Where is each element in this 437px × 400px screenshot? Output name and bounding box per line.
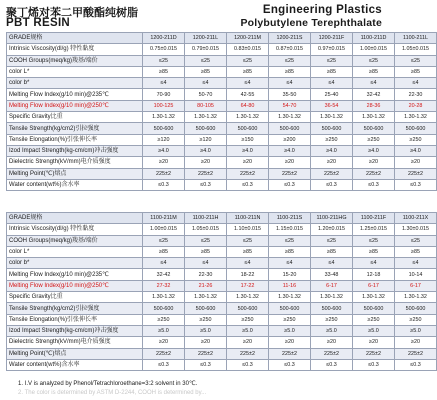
property-value: ≤25 [311, 55, 353, 66]
property-row [7, 258, 437, 269]
grade-code: 1100-211L [395, 33, 437, 44]
property-value: ≥4.0 [395, 145, 437, 156]
property-value: 225±2 [311, 348, 353, 359]
property-value: ≤4 [353, 258, 395, 269]
property-value: 0.75±0.015 [143, 44, 185, 55]
property-value: 500-600 [227, 303, 269, 314]
property-row [7, 348, 437, 359]
property-value: ≤0.3 [269, 179, 311, 190]
property-row [7, 269, 437, 280]
property-value: 225±2 [227, 168, 269, 179]
property-value: 6-17 [395, 280, 437, 291]
property-value: ≤25 [395, 235, 437, 246]
property-value: 0.87±0.015 [269, 44, 311, 55]
property-value: ≤25 [185, 235, 227, 246]
grade-code: 1100-211X [395, 213, 437, 224]
property-value: ≤0.3 [227, 359, 269, 370]
property-value: ≥85 [395, 246, 437, 257]
property-value: 1.30-1.32 [353, 292, 395, 303]
property-value: ≥20 [353, 337, 395, 348]
property-value: ≥20 [353, 157, 395, 168]
property-value: 500-600 [227, 123, 269, 134]
property-value: ≥250 [143, 314, 185, 325]
property-row [7, 280, 437, 291]
property-value: ≤4 [185, 258, 227, 269]
property-value: ≤0.3 [227, 179, 269, 190]
property-value: 25-40 [311, 89, 353, 100]
property-value: ≤4 [185, 78, 227, 89]
property-label: Melting Flow Index(g/10 min)@235℃ [7, 89, 143, 100]
property-row [7, 337, 437, 348]
property-value: ≥4.0 [353, 145, 395, 156]
property-row [7, 89, 437, 100]
property-row [7, 157, 437, 168]
property-value: ≥250 [311, 314, 353, 325]
property-value: 1.30-1.32 [353, 112, 395, 123]
footnote-1: 1. I.V is analyzed by Phenol/Tetrachloroethane=3:2 solvent in 30℃. [18, 381, 198, 387]
property-value: 225±2 [143, 168, 185, 179]
property-value: ≥5.0 [311, 325, 353, 336]
property-value: ≥250 [185, 314, 227, 325]
property-label: Melting Flow Index(g/10 min)@235℃ [7, 269, 143, 280]
property-value: 1.10±0.015 [227, 224, 269, 235]
property-value: ≤4 [227, 258, 269, 269]
property-label: Melting Flow Index(g/10 min)@250℃ [7, 280, 143, 291]
property-row [7, 55, 437, 66]
property-value: 80-105 [185, 100, 227, 111]
grade-header-row [7, 33, 437, 44]
property-value: 6-17 [311, 280, 353, 291]
property-value: 500-600 [143, 123, 185, 134]
footnotes [18, 380, 394, 398]
subtitle-polybutylene: Polybutylene Terephthalate [240, 17, 382, 29]
property-value: 1.30-1.32 [269, 112, 311, 123]
property-value: ≥85 [143, 246, 185, 257]
property-value: ≤0.3 [185, 359, 227, 370]
property-value: ≥250 [353, 134, 395, 145]
property-value: 50-70 [185, 89, 227, 100]
property-value: 500-600 [269, 123, 311, 134]
property-value: 54-70 [269, 100, 311, 111]
property-value: ≥4.0 [185, 145, 227, 156]
property-value: ≥250 [353, 314, 395, 325]
property-value: 28-36 [353, 100, 395, 111]
property-value: ≥5.0 [227, 325, 269, 336]
property-value: ≥85 [185, 66, 227, 77]
property-value: 1.20±0.015 [311, 224, 353, 235]
property-value: 42-55 [227, 89, 269, 100]
property-value: ≥5.0 [143, 325, 185, 336]
property-value: 27-32 [143, 280, 185, 291]
property-value: 500-600 [269, 303, 311, 314]
grade-code: 1100-211HG [311, 213, 353, 224]
property-label: Intrinsic Viscosity(dl/g) 特性黏度 [7, 44, 143, 55]
property-value: 500-600 [353, 123, 395, 134]
property-value: 1.30-1.32 [311, 112, 353, 123]
property-value: ≤0.3 [395, 359, 437, 370]
property-value: 225±2 [353, 348, 395, 359]
property-value: ≤4 [269, 258, 311, 269]
property-value: 225±2 [227, 348, 269, 359]
property-label: Tensile Elongation(%)引张伸长率 [7, 314, 143, 325]
property-value: 225±2 [185, 348, 227, 359]
property-value: 70-90 [143, 89, 185, 100]
property-value: 1.05±0.015 [395, 44, 437, 55]
page-header [6, 4, 394, 32]
property-row [7, 224, 437, 235]
property-value: ≥20 [143, 337, 185, 348]
grade-code: 1200-211M [227, 33, 269, 44]
property-value: ≥85 [353, 66, 395, 77]
property-value: 1.30-1.32 [227, 292, 269, 303]
property-value: ≥5.0 [395, 325, 437, 336]
property-value: 225±2 [311, 168, 353, 179]
property-value: ≤25 [227, 235, 269, 246]
property-value: 32-42 [143, 269, 185, 280]
property-value: ≤0.3 [269, 359, 311, 370]
property-value: ≥120 [143, 134, 185, 145]
property-value: 225±2 [395, 168, 437, 179]
property-value: ≤0.3 [143, 179, 185, 190]
property-row [7, 246, 437, 257]
grade-code: 1200-211F [311, 33, 353, 44]
property-value: 1.30-1.32 [185, 292, 227, 303]
property-value: 17-22 [227, 280, 269, 291]
property-label: Izod Impact Strength(kg-cm/cm)冲击强度 [7, 325, 143, 336]
property-value: ≥5.0 [269, 325, 311, 336]
property-value: 15-20 [269, 269, 311, 280]
property-value: 36-54 [311, 100, 353, 111]
subtitle-engineering-plastics: Engineering Plastics [262, 4, 382, 16]
property-value: ≥85 [227, 246, 269, 257]
property-value: 225±2 [353, 168, 395, 179]
property-label: Water content(wt%)含水率 [7, 179, 143, 190]
property-value: 35-50 [269, 89, 311, 100]
property-value: ≤4 [269, 78, 311, 89]
property-value: ≥20 [311, 337, 353, 348]
property-value: ≥20 [311, 157, 353, 168]
property-value: 0.79±0.015 [185, 44, 227, 55]
property-label: Dielectric Strength(kV/mm)电介质强度 [7, 337, 143, 348]
property-value: 1.00±0.015 [143, 224, 185, 235]
grade-code: 1100-211N [227, 213, 269, 224]
property-value: 64-80 [227, 100, 269, 111]
property-label: color L* [7, 66, 143, 77]
property-label: color L* [7, 246, 143, 257]
property-value: ≥20 [185, 337, 227, 348]
property-label: Izod Impact Strength(kg-cm/cm)冲击强度 [7, 145, 143, 156]
grade-code: 1200-211L [185, 33, 227, 44]
property-value: ≤4 [395, 258, 437, 269]
property-label: Melting Point(℃)熔点 [7, 348, 143, 359]
property-value: 500-600 [311, 303, 353, 314]
property-row [7, 100, 437, 111]
grade-code: 1200-211S [269, 33, 311, 44]
property-value: ≤0.3 [353, 359, 395, 370]
property-row [7, 66, 437, 77]
property-value: 500-600 [185, 303, 227, 314]
property-value: 225±2 [395, 348, 437, 359]
property-row [7, 145, 437, 156]
property-value: ≤4 [395, 78, 437, 89]
property-label: Melting Flow Index(g/10 min)@250℃ [7, 100, 143, 111]
property-value: ≥250 [395, 314, 437, 325]
property-label: Tensile Strength(kg/cm2)引拉强度 [7, 303, 143, 314]
title-chinese: 聚丁烯对苯二甲酸酯纯树脂 [6, 7, 138, 19]
property-value: ≥85 [395, 66, 437, 77]
property-value: 22-30 [185, 269, 227, 280]
property-value: 500-600 [311, 123, 353, 134]
property-value: ≤4 [311, 78, 353, 89]
property-row [7, 123, 437, 134]
property-value: ≤25 [311, 235, 353, 246]
property-row [7, 44, 437, 55]
property-value: ≥120 [185, 134, 227, 145]
property-value: ≥250 [311, 134, 353, 145]
footnote-2: 2. The color is determined by ASTM D-2244, COOH is determined by... [18, 390, 207, 396]
property-value: ≥20 [143, 157, 185, 168]
property-value: 0.97±0.015 [311, 44, 353, 55]
property-value: ≥20 [227, 337, 269, 348]
property-value: ≤25 [269, 55, 311, 66]
property-value: ≥85 [269, 246, 311, 257]
property-value: ≥20 [395, 337, 437, 348]
property-value: ≤25 [143, 235, 185, 246]
property-value: 225±2 [269, 348, 311, 359]
property-value: 22-30 [395, 89, 437, 100]
property-value: 1.05±0.015 [185, 224, 227, 235]
property-value: ≤4 [353, 78, 395, 89]
property-value: 1.30-1.32 [143, 112, 185, 123]
property-value: 1.30±0.015 [395, 224, 437, 235]
property-label: COOH Groups(meq/kg)羧基/端价 [7, 55, 143, 66]
grade-header-row [7, 213, 437, 224]
property-value: ≥85 [311, 66, 353, 77]
property-value: ≤4 [143, 258, 185, 269]
property-value: ≤25 [353, 55, 395, 66]
property-value: 0.83±0.015 [227, 44, 269, 55]
property-row [7, 314, 437, 325]
property-label: Tensile Elongation(%)引张伸长率 [7, 134, 143, 145]
property-value: ≥85 [227, 66, 269, 77]
property-row [7, 134, 437, 145]
property-value: 225±2 [185, 168, 227, 179]
property-value: 1.15±0.015 [269, 224, 311, 235]
property-value: ≤0.3 [185, 179, 227, 190]
property-row [7, 168, 437, 179]
property-value: ≥150 [227, 134, 269, 145]
property-value: ≥20 [185, 157, 227, 168]
property-value: 1.30-1.32 [185, 112, 227, 123]
property-label: Melting Point(℃)熔点 [7, 168, 143, 179]
property-row [7, 359, 437, 370]
property-value: 100-125 [143, 100, 185, 111]
property-value: ≥250 [227, 314, 269, 325]
property-value: 500-600 [353, 303, 395, 314]
property-value: 500-600 [143, 303, 185, 314]
property-value: 32-42 [353, 89, 395, 100]
property-row [7, 179, 437, 190]
property-value: ≤25 [143, 55, 185, 66]
property-value: ≥85 [185, 246, 227, 257]
grade-label: GRADE规格 [7, 213, 143, 224]
grade-code: 1100-211H [185, 213, 227, 224]
property-value: ≥4.0 [269, 145, 311, 156]
property-label: Intrinsic Viscosity(dl/g) 特性黏度 [7, 224, 143, 235]
property-value: ≤4 [311, 258, 353, 269]
property-value: 18-22 [227, 269, 269, 280]
property-value: 21-26 [185, 280, 227, 291]
property-value: ≤0.3 [311, 359, 353, 370]
property-label: Specific Gravity比重 [7, 112, 143, 123]
property-value: ≥4.0 [311, 145, 353, 156]
property-row [7, 235, 437, 246]
property-value: 6-17 [353, 280, 395, 291]
property-value: 1.25±0.015 [353, 224, 395, 235]
property-value: 500-600 [185, 123, 227, 134]
property-value: 225±2 [143, 348, 185, 359]
property-row [7, 303, 437, 314]
property-value: ≤25 [269, 235, 311, 246]
property-label: Dielectric Strength(kV/mm)电介质强度 [7, 157, 143, 168]
property-row [7, 325, 437, 336]
property-value: 1.30-1.32 [143, 292, 185, 303]
grade-label: GRADE规格 [7, 33, 143, 44]
property-value: 500-600 [395, 303, 437, 314]
property-label: Tensile Strength(kg/cm2)引拉强度 [7, 123, 143, 134]
property-value: ≥85 [353, 246, 395, 257]
property-value: ≥4.0 [143, 145, 185, 156]
grade-code: 1100-211M [143, 213, 185, 224]
property-value: ≥250 [395, 134, 437, 145]
property-value: ≥20 [269, 337, 311, 348]
property-value: ≥200 [269, 134, 311, 145]
property-value: ≤25 [353, 235, 395, 246]
property-value: ≥5.0 [353, 325, 395, 336]
property-label: Water content(wt%)含水率 [7, 359, 143, 370]
grade-code: 1100-211D [353, 33, 395, 44]
property-value: 33-48 [311, 269, 353, 280]
property-value: ≤25 [395, 55, 437, 66]
property-row [7, 112, 437, 123]
property-value: ≥5.0 [185, 325, 227, 336]
spec-table-1200-series [6, 32, 429, 191]
property-label: COOH Groups(meq/kg)羧基/端价 [7, 235, 143, 246]
property-value: ≥85 [269, 66, 311, 77]
property-value: ≤25 [185, 55, 227, 66]
property-value: 1.00±0.015 [353, 44, 395, 55]
property-value: ≤0.3 [143, 359, 185, 370]
property-label: color b* [7, 78, 143, 89]
property-value: ≤25 [227, 55, 269, 66]
property-row [7, 78, 437, 89]
property-value: 11-16 [269, 280, 311, 291]
property-value: ≥20 [269, 157, 311, 168]
property-label: Specific Gravity比重 [7, 292, 143, 303]
property-value: ≤0.3 [353, 179, 395, 190]
property-value: 500-600 [395, 123, 437, 134]
property-value: 10-14 [395, 269, 437, 280]
title-english: PBT RESIN [6, 17, 71, 29]
property-value: 20-28 [395, 100, 437, 111]
property-value: ≥85 [311, 246, 353, 257]
property-value: ≥20 [227, 157, 269, 168]
property-value: ≤0.3 [395, 179, 437, 190]
property-value: 225±2 [269, 168, 311, 179]
property-label: color b* [7, 258, 143, 269]
grade-code: 1100-211F [353, 213, 395, 224]
grade-code: 1100-211S [269, 213, 311, 224]
property-value: 12-18 [353, 269, 395, 280]
spec-table-1100-series [6, 212, 429, 371]
property-value: ≤4 [143, 78, 185, 89]
property-value: ≥250 [269, 314, 311, 325]
property-value: 1.30-1.32 [227, 112, 269, 123]
property-value: ≥85 [143, 66, 185, 77]
property-value: 1.30-1.32 [395, 292, 437, 303]
property-value: ≥20 [395, 157, 437, 168]
property-row [7, 292, 437, 303]
property-value: ≤0.3 [311, 179, 353, 190]
property-value: 1.30-1.32 [269, 292, 311, 303]
property-value: 1.30-1.32 [395, 112, 437, 123]
property-value: ≤4 [227, 78, 269, 89]
property-value: 1.30-1.32 [311, 292, 353, 303]
property-value: ≥4.0 [227, 145, 269, 156]
grade-code: 1200-211D [143, 33, 185, 44]
